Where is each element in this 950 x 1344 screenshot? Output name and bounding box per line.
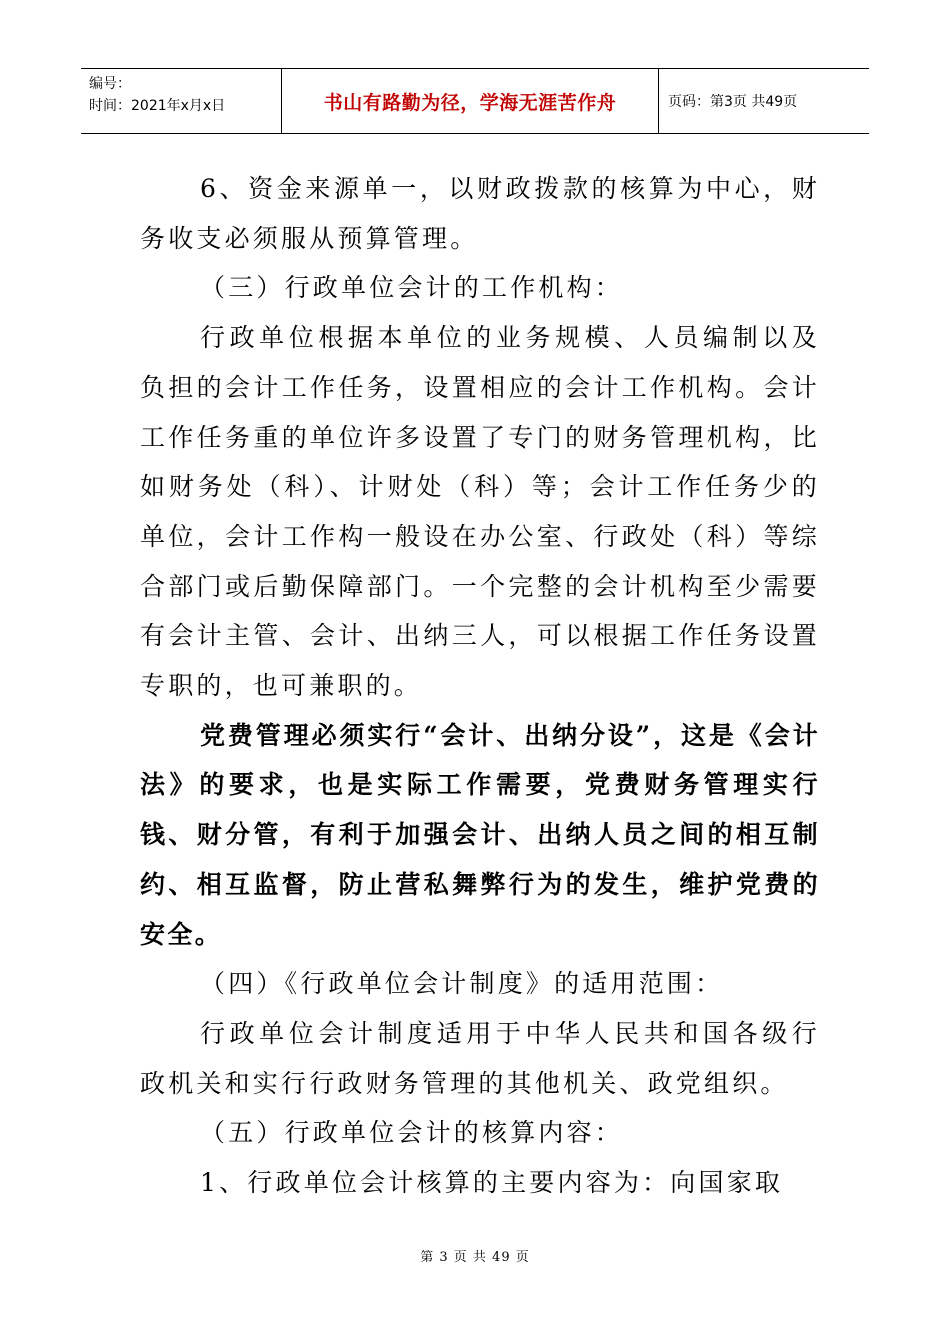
heading-accounting-content: （五）行政单位会计的核算内容：: [200, 1118, 624, 1148]
paragraph-work-organization: 行政单位根据本单位的业务规模、人员编制以及负担的会计工作任务，设置相应的会计工作机构。会计工作任务重的单位许多设置了专门的财务管理机构，比如财务处（科）、计财处（科）等；会计工作任务少的单位，会计工作构一般设在办公室、行政处（科）等综合部门或后勤保障部门。一个完整的会计机构至少需要有会计主管、会计、出纳三人，可以根据工作任务设置专职的，也可兼职的。: [140, 323, 820, 701]
document-number-label: 编号：: [89, 76, 131, 92]
header-meta-cell: [81, 69, 282, 133]
header-motto: 书山有路勤为径，学海无涯苦作舟: [323, 91, 617, 114]
heading-scope: （四）《行政单位会计制度》的适用范围：: [200, 969, 724, 999]
paragraph-accounting-content: 1、行政单位会计核算的主要内容为：向国家取: [200, 1168, 784, 1198]
paragraph-party-dues-management: 党费管理必须实行“会计、出纳分设”，这是《会计法》的要求，也是实际工作需要，党费财务管理实行钱、财分管，有利于加强会计、出纳人员之间的相互制约、相互监督，防止营私舞弊行为的发生，维护党费的安全。: [140, 720, 820, 949]
paragraph-funding-source: 6、资金来源单一，以财政拨款的核算为中心，财务收支必须服从预算管理。: [140, 174, 820, 253]
header-page-cell: [659, 69, 869, 133]
header-motto-cell: [282, 69, 659, 133]
page-footer: 第 3 页 共 49 页: [420, 1250, 530, 1265]
paragraph-scope: 行政单位会计制度适用于中华人民共和国各级行政机关和实行行政财务管理的其他机关、政党组织。: [140, 1018, 820, 1098]
document-body: [140, 164, 820, 1208]
document-date-label: 时间：2021年x月x日: [89, 98, 226, 114]
heading-work-organization: （三）行政单位会计的工作机构：: [200, 273, 624, 303]
page-header: [81, 68, 869, 134]
header-page-info: 页码：第3页 共49页: [668, 94, 798, 110]
